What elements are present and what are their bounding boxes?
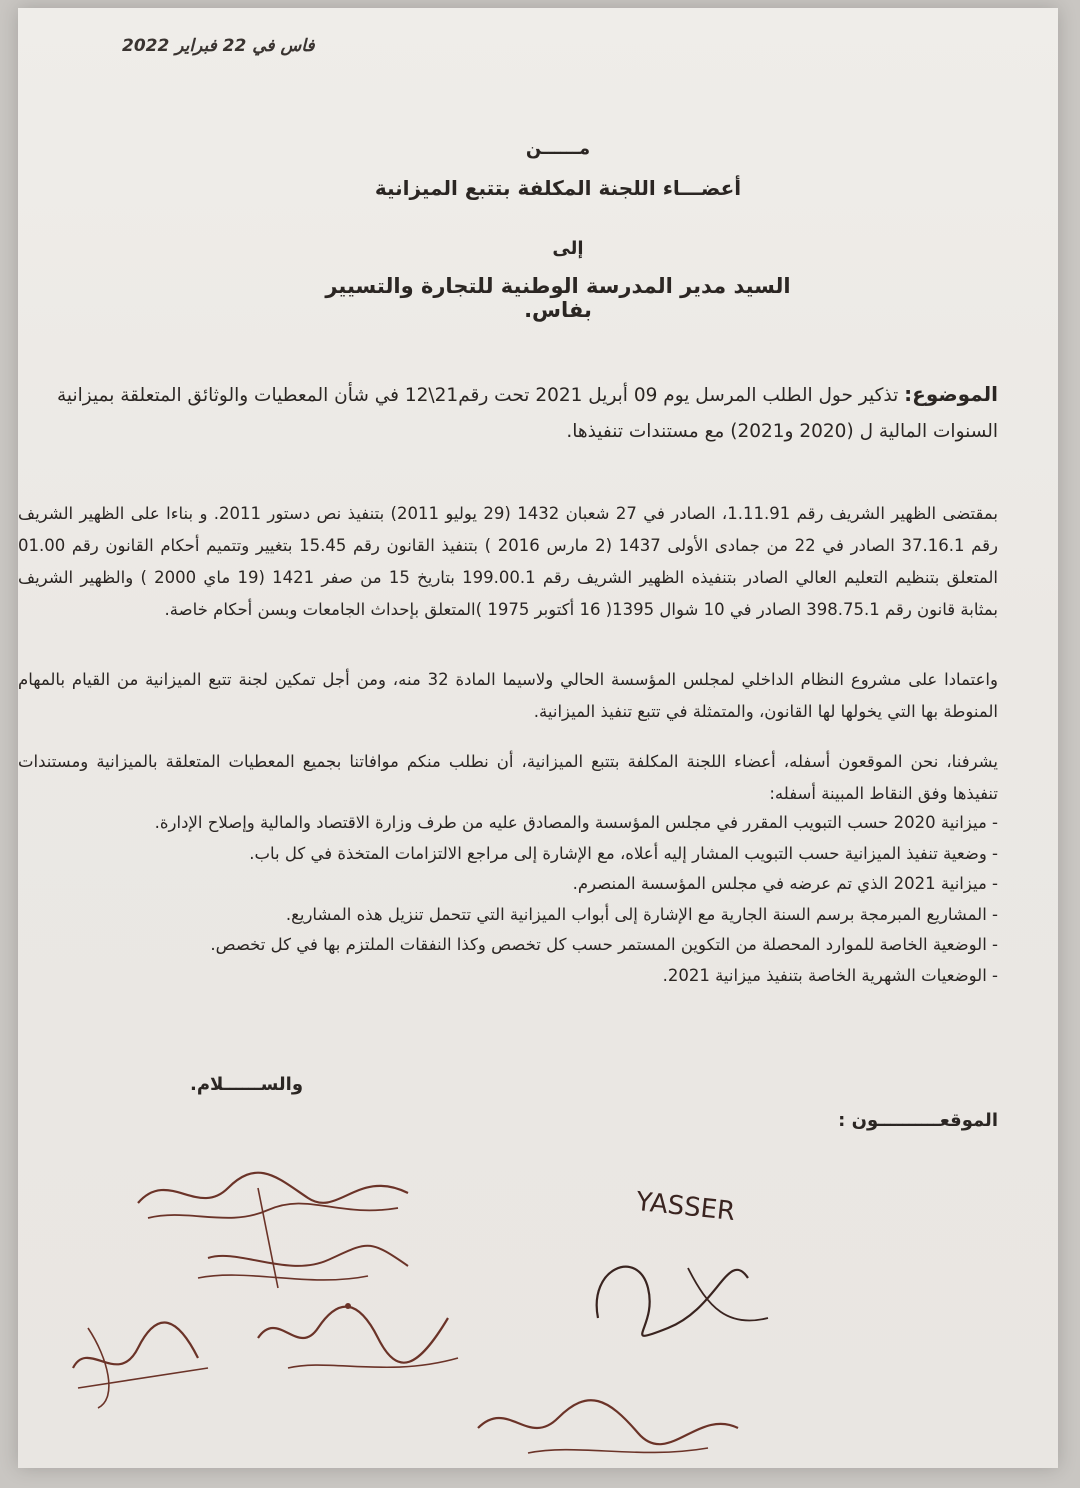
signature-latin-name: YASSER xyxy=(634,1186,737,1228)
signature-1 xyxy=(108,1148,438,1298)
letter-date: فاس في 22 فبراير 2022 xyxy=(122,36,315,56)
list-item: - المشاريع المبرمجة برسم السنة الجارية مع الإشارة إلى أبواب الميزانية التي تتحمل تنزيل هذه المشاريع. xyxy=(8,900,998,931)
to-label: إلى xyxy=(552,238,584,259)
subject-label: الموضوع: xyxy=(904,382,998,406)
signature-5 xyxy=(468,1388,748,1468)
paragraph-legal-basis: بمقتضى الظهير الشريف رقم 1.11.91، الصادر في 27 شعبان 1432 (29 يوليو 2011) بتنفيذ نص دستور 2011. و بناءا على الظهير الشريف رقم 37.16.1 الصادر في 22 من جمادى الأولى 1437 (2 مارس 2016 ) بتنفيذ القانون رقم 15.45 بتغيير وتتميم أحكام القانون رقم 01.00 المتعلق بتنظيم التعليم العالي الصادر بتنفيذه الظهير الشريف رقم 199.00.1 بتاريخ 15 من صفر 1421 (19 ماي 2000 ) والظهير الشريف بمثابة قانون رقم 398.75.1 الصادر في 10 شوال 1395( 16 أكتوبر 1975 )المتعلق بإحداث الجامعات وبسن أحكام خاصة. xyxy=(18,504,999,619)
list-item: - وضعية تنفيذ الميزانية حسب التبويب المشار إليه أعلاه، مع الإشارة إلى مراجع الالتزامات المتخذة في كل باب. xyxy=(8,839,998,870)
sender-name: أعضـــاء اللجنة المكلفة بتتبع الميزانية xyxy=(374,176,742,200)
letter-subject xyxy=(38,376,998,450)
from-label: مــــــن xyxy=(525,138,591,159)
closing-salutation: والســــــلام. xyxy=(190,1074,304,1095)
paragraph-internal-rules: واعتمادا على مشروع النظام الداخلي لمجلس المؤسسة الحالي ولاسيما المادة 32 منه، ومن أجل تمكين لجنة تتبع الميزانية من القيام بالمهام المنوطة بها التي يخولها لها القانون، والمتمثلة في تتبع تنفيذ الميزانية. xyxy=(18,670,998,721)
recipient-name: السيد مدير المدرسة الوطنية للتجارة والتسيير بفاس. xyxy=(325,274,791,322)
list-item: - ميزانية 2021 الذي تم عرضه في مجلس المؤسسة المنصرم. xyxy=(8,869,998,900)
letter-page xyxy=(18,8,1058,1468)
list-item: - الوضعيات الشهرية الخاصة بتنفيذ ميزانية 2021. xyxy=(8,961,998,992)
signature-2 xyxy=(248,1278,478,1388)
paragraph-request: يشرفنا، نحن الموقعون أسفله، أعضاء اللجنة المكلفة بتتبع الميزانية، أن نطلب منكم موافاتنا بجميع المعطيات المتعلقة بالميزانية ومستندات تنفيذها وفق النقاط المبينة أسفله: xyxy=(18,752,998,803)
signers-label: الموقعــــــــــون : xyxy=(838,1110,998,1131)
list-item: - ميزانية 2020 حسب التبويب المقرر في مجلس المؤسسة والمصادق عليه من طرف وزارة الاقتصاد والمالية وإصلاح الإدارة. xyxy=(8,808,998,839)
request-items-list xyxy=(8,808,998,991)
signature-3 xyxy=(58,1298,218,1418)
signature-4 xyxy=(578,1208,798,1368)
subject-text: تذكير حول الطلب المرسل يوم 09 أبريل 2021 تحت رقم21\12 في شأن المعطيات والوثائق المتعلقة بميزانية السنوات المالية ل (2020 و2021) مع مستندات تنفيذها. xyxy=(56,385,998,442)
list-item: - الوضعية الخاصة للموارد المحصلة من التكوين المستمر حسب كل تخصص وكذا النفقات الملتزم بها في كل تخصص. xyxy=(8,930,998,961)
